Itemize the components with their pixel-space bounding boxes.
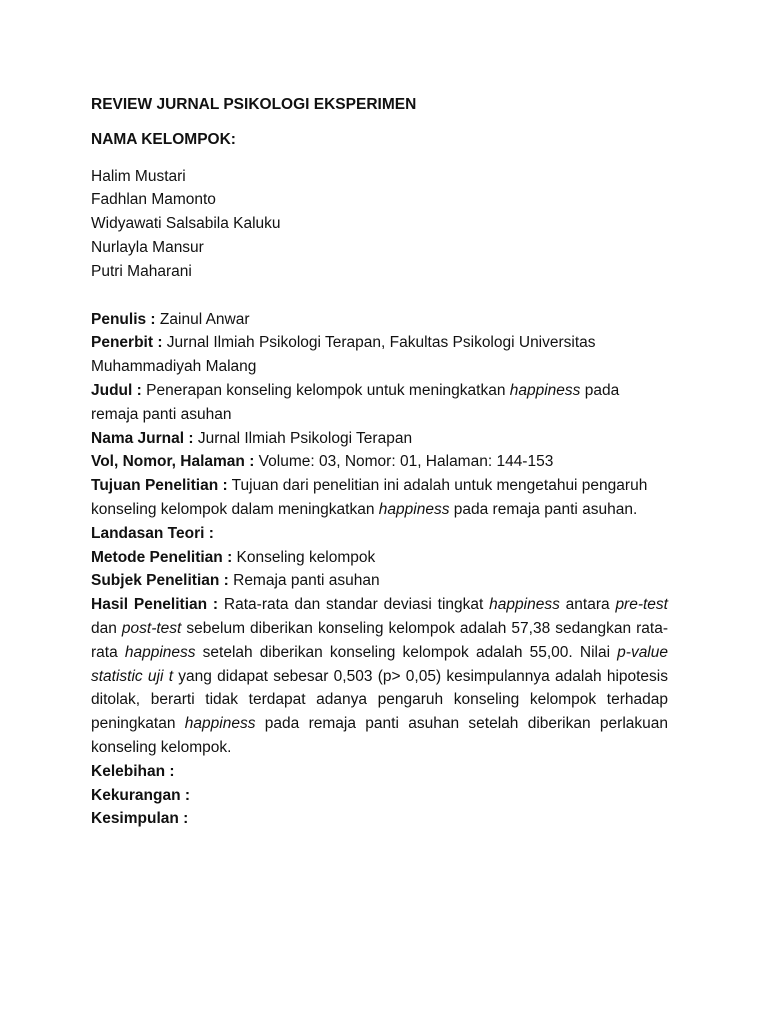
field-value: pada remaja panti asuhan [91,381,620,423]
field-value: Jurnal Ilmiah Psikologi Terapan, Fakultas Psikologi Universitas Muhammadiyah Malang [91,334,596,376]
field-value-italic: pre-test [615,596,668,614]
field-judul [91,379,668,427]
field-label: Judul : [91,381,142,399]
field-value: Penerapan konseling kelompok untuk meningkatkan [141,381,510,399]
field-penulis [91,308,668,332]
field-value: Volume: 03, Nomor: 01, Halaman: 144-153 [254,453,554,471]
field-hasil-penelitian [91,593,668,760]
member-name: Fadhlan Mamonto [91,191,216,209]
field-label: Nama Jurnal : [91,429,194,447]
member-list [91,165,668,284]
field-label: Tujuan Penelitian : [91,477,228,495]
field-value-italic: happiness [509,381,581,399]
document-title: REVIEW JURNAL PSIKOLOGI EKSPERIMEN [91,96,417,113]
field-label: Penerbit : [91,334,163,352]
member-name: Halim Mustari [91,167,186,185]
field-nama-jurnal [91,427,668,451]
field-value: pada remaja panti asuhan setelah diberikan perlakuan konseling kelompok. [91,715,668,756]
field-kekurangan [91,784,668,808]
field-value: setelah diberikan konseling kelompok adalah 55,00. Nilai [195,643,618,661]
field-metode-penelitian [91,546,668,570]
member-name: Putri Maharani [91,262,192,280]
field-subjek-penelitian [91,569,668,593]
field-label: Hasil Penelitian : [91,596,219,614]
field-value: Tujuan dari penelitian ini adalah untuk mengetahui pengaruh konseling kelompok dalam meningkatkan [91,477,648,518]
field-value: dan [91,619,122,637]
field-value: Zainul Anwar [155,310,250,328]
field-kelebihan [91,760,668,784]
field-label: Subjek Penelitian : [91,572,229,590]
field-value-italic: happiness [184,715,256,733]
field-tujuan-penelitian [91,474,668,522]
field-value: pada remaja panti asuhan. [449,500,638,518]
field-value-italic: post-test [121,619,182,637]
field-value: yang didapat sebesar 0,503 (p> 0,05) kesimpulannya adalah hipotesis ditolak, berarti tidak terdapat adanya pengaruh konseling kelompok terhadap peningkatan [91,667,668,733]
field-value: Rata-rata dan standar deviasi tingkat [218,596,490,614]
field-label: Metode Penelitian : [91,548,233,566]
field-label: Landasan Teori : [91,524,214,542]
member-name: Nurlayla Mansur [91,238,204,256]
field-vol-nomor-halaman [91,450,668,474]
group-name-label: NAMA KELOMPOK: [91,130,236,148]
field-label: Penulis : [91,310,156,328]
field-value: sebelum diberikan konseling kelompok adalah 57,38 sedangkan rata-rata [91,619,669,661]
field-value-italic: happiness [124,643,196,661]
field-label: Vol, Nomor, Halaman : [91,453,255,471]
field-value: Konseling kelompok [232,548,376,566]
member-name: Widyawati Salsabila Kaluku [91,215,281,233]
field-value-italic: happiness [489,596,560,614]
field-landasan-teori [91,522,668,546]
field-label: Kelebihan : [91,762,175,780]
field-value-italic: happiness [378,500,450,518]
field-value: antara [559,596,616,614]
field-value-italic: p-value statistic uji t [91,643,668,685]
field-label: Kekurangan : [91,786,191,804]
field-value: Remaja panti asuhan [228,572,380,590]
field-kesimpulan [91,807,668,831]
field-penerbit [91,331,668,379]
field-label: Kesimpulan : [91,810,189,828]
field-value: Jurnal Ilmiah Psikologi Terapan [193,429,413,447]
